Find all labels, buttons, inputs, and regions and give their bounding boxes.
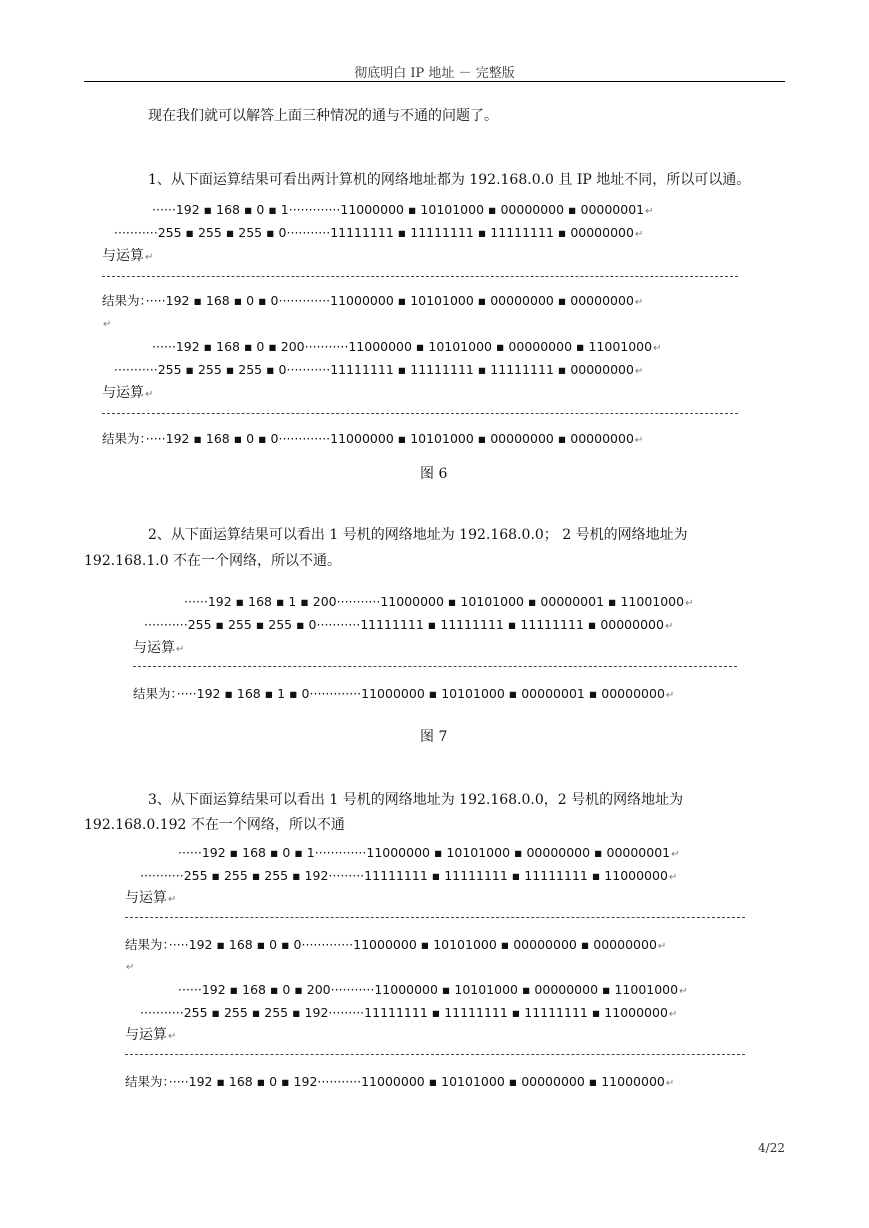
return-mark-icon: ↵ — [668, 1009, 678, 1020]
return-mark-icon: ↵ — [634, 435, 644, 446]
intro-paragraph: 现在我们就可以解答上面三种情况的通与不通的问题了。 — [148, 108, 498, 124]
return-mark-icon: ↵ — [145, 252, 154, 263]
return-mark-icon: ↵ — [668, 872, 678, 883]
return-mark-icon: ↵ — [126, 962, 135, 973]
row-text: ···········255 ▪ 255 ▪ 255 ▪ 192·········11111111 ▪ 11111111 ▪ 11111111 ▪ 11000000 — [140, 868, 668, 883]
case2-block1-divider — [133, 666, 737, 667]
row-text: ···········255 ▪ 255 ▪ 255 ▪ 192·········11111111 ▪ 11111111 ▪ 11111111 ▪ 11000000 — [140, 1005, 668, 1020]
case1-block2-op-label — [102, 382, 153, 402]
case3-text-line1: 3、从下面运算结果可以看出 1 号机的网络地址为 192.168.0.0，2 号机的网络地址为 — [148, 792, 684, 808]
op-text: 与运算 — [102, 248, 144, 264]
return-mark-icon: ↵ — [168, 894, 177, 905]
case2-text-line1: 2、从下面运算结果可以看出 1 号机的网络地址为 192.168.0.0； 2 号机的网络地址为 — [148, 527, 688, 543]
case1-text: 1、从下面运算结果可看出两计算机的网络地址都为 192.168.0.0 且 IP 地址不同，所以可以通。 — [148, 172, 751, 188]
case3-block2-result-row — [125, 1072, 674, 1090]
case3-block1-ip-row — [178, 845, 680, 860]
case1-block2-ip-row — [152, 339, 661, 354]
return-mark-icon: ↵ — [657, 941, 667, 952]
row-text: ······192 ▪ 168 ▪ 0 ▪ 1·············11000000 ▪ 10101000 ▪ 00000000 ▪ 00000001 — [152, 202, 645, 217]
case3-block2-mask-row — [140, 1005, 677, 1020]
page-header-title: 彻底明白 IP 地址 － 完整版 — [354, 66, 515, 81]
return-mark-icon: ↵ — [664, 621, 674, 632]
return-mark-icon: ↵ — [168, 1031, 177, 1042]
case2-text-line2: 192.168.1.0 不在一个网络，所以不通。 — [84, 553, 342, 569]
case1-block2-result-row — [102, 429, 643, 447]
case1-block1-ip-row — [152, 202, 654, 217]
case3-block2-divider — [125, 1054, 745, 1055]
case2-block1-mask-row — [144, 617, 673, 632]
op-text: 与运算 — [133, 640, 175, 656]
op-text: 与运算 — [102, 385, 144, 401]
row-text: 结果为：·····192 ▪ 168 ▪ 0 ▪ 0·············11000000 ▪ 10101000 ▪ 00000000 ▪ 00000000 — [125, 937, 657, 952]
row-text: 结果为：·····192 ▪ 168 ▪ 0 ▪ 0·············11000000 ▪ 10101000 ▪ 00000000 ▪ 00000000 — [102, 293, 634, 308]
return-mark-icon: ↵ — [103, 319, 112, 330]
page-number: 4/22 — [758, 1141, 785, 1155]
row-text: 结果为：·····192 ▪ 168 ▪ 0 ▪ 192···········11000000 ▪ 10101000 ▪ 00000000 ▪ 11000000 — [125, 1074, 665, 1089]
row-text: ······192 ▪ 168 ▪ 1 ▪ 200···········11000000 ▪ 10101000 ▪ 00000001 ▪ 11001000 — [184, 594, 685, 609]
return-mark-icon: ↵ — [176, 644, 185, 655]
return-mark-icon: ↵ — [145, 389, 154, 400]
case1-block1-result-row — [102, 291, 643, 309]
case3-block1-op-label — [125, 887, 176, 907]
case1-block1-divider — [102, 276, 738, 277]
case3-block1-result-row — [125, 935, 666, 953]
case3-block2-ip-row — [178, 982, 687, 997]
case1-block1-mask-row — [114, 225, 643, 240]
return-mark-icon: ↵ — [634, 366, 644, 377]
figure-7-caption: 图 7 — [420, 729, 448, 745]
case1-block2-divider — [102, 413, 738, 414]
return-mark-icon: ↵ — [671, 849, 680, 860]
return-mark-icon: ↵ — [665, 690, 675, 701]
return-mark-icon: ↵ — [685, 598, 694, 609]
row-text: ······192 ▪ 168 ▪ 0 ▪ 200···········11000000 ▪ 10101000 ▪ 00000000 ▪ 11001000 — [152, 339, 653, 354]
op-text: 与运算 — [125, 1027, 167, 1043]
row-text: ······192 ▪ 168 ▪ 0 ▪ 200···········11000000 ▪ 10101000 ▪ 00000000 ▪ 11001000 — [178, 982, 679, 997]
row-text: ······192 ▪ 168 ▪ 0 ▪ 1·············11000000 ▪ 10101000 ▪ 00000000 ▪ 00000001 — [178, 845, 671, 860]
figure-6-caption: 图 6 — [420, 466, 448, 482]
return-mark-icon: ↵ — [679, 986, 688, 997]
return-mark-icon: ↵ — [665, 1078, 675, 1089]
row-text: 结果为：·····192 ▪ 168 ▪ 1 ▪ 0·············11000000 ▪ 10101000 ▪ 00000001 ▪ 00000000 — [133, 686, 665, 701]
row-text: ···········255 ▪ 255 ▪ 255 ▪ 0···········11111111 ▪ 11111111 ▪ 11111111 ▪ 00000000 — [114, 225, 634, 240]
case3-block1-mask-row — [140, 868, 677, 883]
row-text: ···········255 ▪ 255 ▪ 255 ▪ 0···········11111111 ▪ 11111111 ▪ 11111111 ▪ 00000000 — [144, 617, 664, 632]
case2-block1-result-row — [133, 684, 674, 702]
case1-block1-op-label — [102, 245, 153, 265]
blank-line — [102, 315, 111, 331]
row-text: ···········255 ▪ 255 ▪ 255 ▪ 0···········11111111 ▪ 11111111 ▪ 11111111 ▪ 00000000 — [114, 362, 634, 377]
header-divider — [84, 81, 785, 82]
case3-text-line2: 192.168.0.192 不在一个网络，所以不通 — [84, 817, 345, 833]
case3-block2-op-label — [125, 1024, 176, 1044]
case2-block1-ip-row — [184, 594, 693, 609]
case3-block1-divider — [125, 917, 745, 918]
return-mark-icon: ↵ — [645, 206, 654, 217]
return-mark-icon: ↵ — [634, 229, 644, 240]
op-text: 与运算 — [125, 890, 167, 906]
case2-block1-op-label — [133, 637, 184, 657]
return-mark-icon: ↵ — [653, 343, 662, 354]
case1-block2-mask-row — [114, 362, 643, 377]
return-mark-icon: ↵ — [634, 297, 644, 308]
blank-line — [125, 958, 134, 974]
row-text: 结果为：·····192 ▪ 168 ▪ 0 ▪ 0·············11000000 ▪ 10101000 ▪ 00000000 ▪ 00000000 — [102, 431, 634, 446]
